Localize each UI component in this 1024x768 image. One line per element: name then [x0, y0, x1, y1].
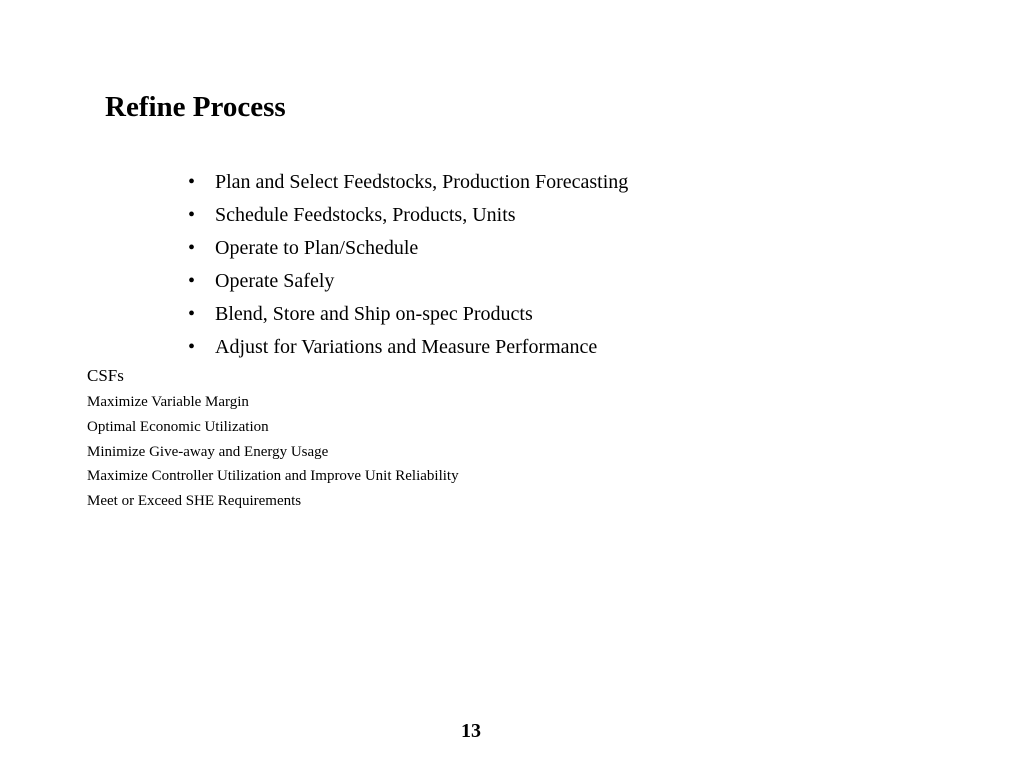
bullet-item [188, 298, 628, 331]
csf-item: Optimal Economic Utilization [87, 418, 269, 435]
bullet-item [188, 199, 628, 232]
bullet-icon: • [188, 204, 196, 226]
bullet-icon: • [188, 270, 196, 292]
bullet-list [188, 166, 628, 364]
csf-item: Minimize Give-away and Energy Usage [87, 443, 329, 460]
csf-list [87, 390, 459, 514]
bullet-item [188, 232, 628, 265]
csf-item: Maximize Controller Utilization and Improve Unit Reliability [87, 468, 459, 485]
bullet-text: Operate to Plan/Schedule [215, 237, 419, 259]
csf-item: Meet or Exceed SHE Requirements [87, 493, 302, 509]
csf-heading: CSFs [87, 366, 124, 385]
slide-title: Refine Process [105, 91, 286, 123]
bullet-item [188, 166, 628, 199]
bullet-text: Operate Safely [215, 270, 335, 292]
bullet-icon: • [188, 171, 196, 193]
bullet-text: Blend, Store and Ship on-spec Products [215, 303, 533, 325]
csf-item: Maximize Variable Margin [87, 394, 249, 410]
bullet-icon: • [188, 303, 196, 325]
bullet-text: Plan and Select Feedstocks, Production Forecasting [215, 171, 629, 193]
bullet-item [188, 331, 628, 364]
bullet-icon: • [188, 336, 196, 358]
bullet-item [188, 265, 628, 298]
bullet-text: Adjust for Variations and Measure Performance [215, 336, 598, 358]
page-number: 13 [461, 720, 481, 742]
bullet-text: Schedule Feedstocks, Products, Units [215, 204, 516, 226]
bullet-icon: • [188, 237, 196, 259]
